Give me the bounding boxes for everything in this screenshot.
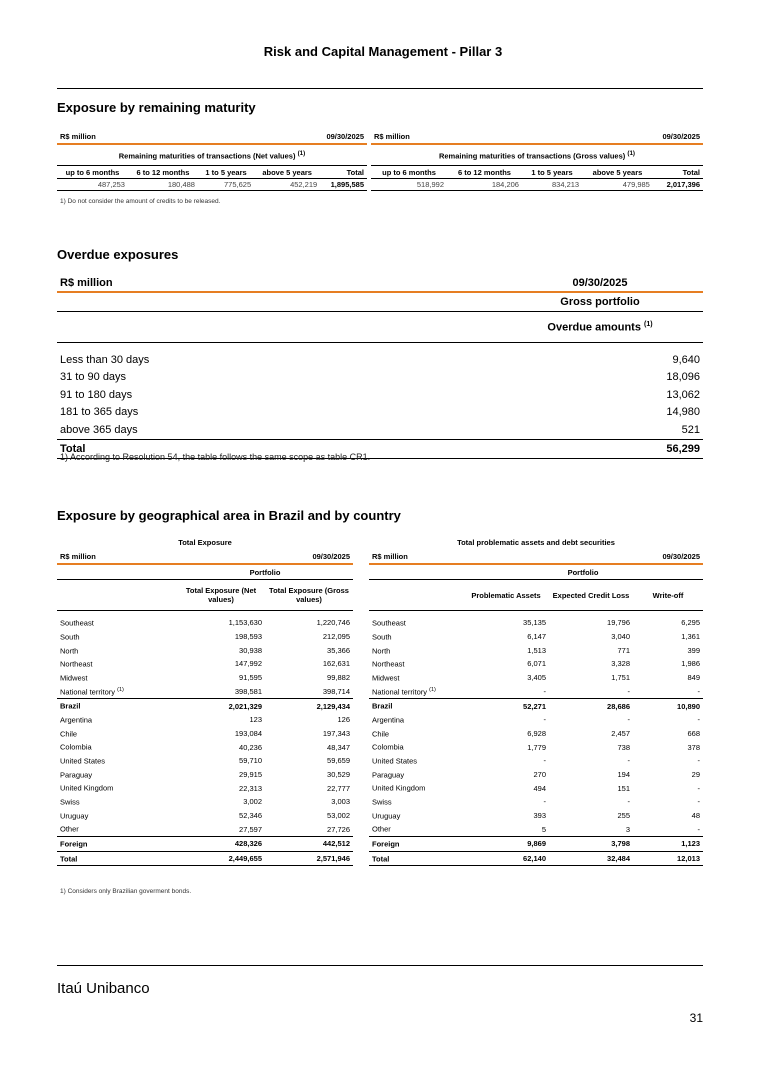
- geo-row-label: Argentina: [372, 715, 405, 725]
- overdue-portfolio: Gross portfolio: [560, 296, 640, 308]
- gross-col-header: 6 to 12 months: [458, 167, 511, 177]
- geo-gross-value: 162,631: [322, 659, 350, 669]
- gross-date: 09/30/2025: [662, 132, 700, 141]
- geo-writeoff-value: 6,295: [681, 618, 700, 628]
- geo-problematic-value: 62,140: [523, 854, 546, 864]
- overdue-row-value: 14,980: [666, 406, 700, 419]
- geo-writeoff-value: 668: [687, 728, 700, 738]
- geo-gross-value: 442,512: [322, 839, 350, 849]
- geo-row-label: Swiss: [60, 797, 80, 807]
- geo-table-row: [369, 671, 703, 685]
- geo-row-label: Uruguay: [372, 811, 401, 821]
- geo-table-row: [369, 727, 703, 741]
- page-header-title: Risk and Capital Management - Pillar 3: [263, 44, 503, 59]
- overdue-footnote: 1) According to Resolution 54, the table follows the same scope as table CR1.: [60, 452, 371, 462]
- geo-right-col2: Expected Credit Loss: [552, 590, 630, 600]
- geo-problematic-value: 1,779: [527, 742, 546, 752]
- geo-ecl-value: 19,796: [607, 618, 630, 628]
- geo-ecl-value: 194: [617, 769, 630, 779]
- geo-problematic-value: 9,869: [527, 839, 546, 849]
- geo-ecl-value: -: [627, 797, 630, 807]
- geo-table-row: [57, 837, 353, 852]
- geo-table-row: [57, 713, 353, 727]
- geo-problematic-value: 52,271: [523, 701, 546, 711]
- geo-table-row: [369, 781, 703, 795]
- geo-row-label: Southeast: [372, 618, 406, 628]
- geo-ecl-value: 151: [617, 783, 630, 793]
- geo-table-row: [369, 643, 703, 657]
- gross-value: 479,985: [622, 180, 650, 189]
- geo-net-value: 123: [249, 715, 262, 725]
- geo-net-value: 398,581: [234, 686, 262, 696]
- geo-gross-value: 22,777: [327, 783, 350, 793]
- geo-table-row: [57, 754, 353, 768]
- geo-table-row: [57, 727, 353, 741]
- geo-row-label: Paraguay: [372, 770, 405, 780]
- overdue-row-label: 31 to 90 days: [60, 371, 127, 384]
- geo-row-label: Foreign: [372, 839, 400, 849]
- overdue-unit: R$ million: [60, 277, 113, 289]
- geo-row-label: Swiss: [372, 797, 392, 807]
- geo-right-caption: Total problematic assets and debt securities: [457, 538, 615, 548]
- geo-table-row: [57, 630, 353, 644]
- net-col-header: Total: [346, 167, 364, 177]
- geo-gross-value: 212,095: [322, 632, 350, 642]
- geo-row-label: Paraguay: [60, 770, 93, 780]
- geo-table-row: [57, 740, 353, 754]
- geo-gross-value: 30,529: [327, 769, 350, 779]
- geo-left-col1: Total Exposure (Net values): [185, 586, 257, 605]
- geo-net-value: 193,084: [234, 728, 262, 738]
- geo-writeoff-value: -: [697, 715, 700, 725]
- gross-col-header: 1 to 5 years: [531, 167, 573, 177]
- geo-ecl-value: -: [627, 715, 630, 725]
- geo-problematic-value: 1,513: [527, 645, 546, 655]
- geo-writeoff-value: 10,890: [677, 701, 700, 711]
- overdue-row-value: 521: [681, 423, 700, 436]
- geo-gross-value: 27,726: [327, 824, 350, 834]
- geo-problematic-value: -: [543, 686, 546, 696]
- geo-problematic-value: 5: [541, 824, 546, 834]
- geo-row-label: Other: [60, 824, 79, 834]
- page-number: 31: [689, 1011, 703, 1025]
- geo-row-label: Colombia: [372, 742, 404, 752]
- geo-writeoff-value: 399: [687, 645, 700, 655]
- gross-value: 518,992: [416, 180, 444, 189]
- geo-table-row: [57, 616, 353, 630]
- geo-row-label: Brazil: [372, 701, 393, 711]
- geo-net-value: 3,002: [243, 797, 262, 807]
- geo-gross-value: 2,129,434: [316, 701, 350, 711]
- geo-table-row: [369, 795, 703, 809]
- geo-problematic-value: 3,405: [527, 673, 546, 683]
- gross-col-header: above 5 years: [592, 167, 643, 177]
- geo-problematic-value: -: [543, 715, 546, 725]
- geo-row-label: National territory $^{(1)}$: [60, 686, 124, 697]
- net-value: 775,625: [224, 180, 252, 189]
- geo-row-label: Colombia: [60, 742, 92, 752]
- geo-writeoff-value: -: [697, 756, 700, 766]
- geo-writeoff-value: 1,986: [681, 659, 700, 669]
- geo-net-value: 428,326: [234, 839, 262, 849]
- geo-row-label: Uruguay: [60, 811, 89, 821]
- footer-company: Itaú Unibanco: [57, 980, 150, 997]
- geo-gross-value: 53,002: [327, 811, 350, 821]
- geo-row-label: North: [60, 646, 79, 656]
- geo-table-row: [369, 837, 703, 852]
- geo-row-label: South: [372, 632, 392, 642]
- geo-table-row: [57, 768, 353, 782]
- gross-value: 834,213: [551, 180, 580, 189]
- gross-unit: R$ million: [374, 132, 410, 141]
- net-col-header: 1 to 5 years: [205, 167, 247, 177]
- geo-row-label: South: [60, 632, 80, 642]
- geo-net-value: 52,346: [239, 811, 262, 821]
- geo-writeoff-value: 1,123: [681, 839, 700, 849]
- geo-net-value: 91,595: [239, 673, 262, 683]
- overdue-table: [57, 275, 703, 459]
- overdue-column-header: Overdue amounts $^{(1)}$: [547, 320, 653, 334]
- overdue-date: 09/30/2025: [572, 277, 628, 289]
- geo-table-row: [57, 671, 353, 685]
- geo-problematic-value: 6,147: [527, 632, 546, 642]
- overdue-row-value: 18,096: [666, 371, 700, 384]
- geo-table-row: [369, 657, 703, 671]
- geo-table-row: [369, 809, 703, 823]
- geo-table-row: [57, 781, 353, 795]
- header-rule: [57, 88, 703, 89]
- overdue-row-label: 181 to 365 days: [60, 406, 139, 419]
- geo-right-col3: Write-off: [652, 590, 684, 600]
- geo-net-value: 27,597: [239, 824, 262, 834]
- geo-problematic-value: 35,135: [523, 618, 546, 628]
- geo-net-value: 198,593: [234, 632, 262, 642]
- geo-right-portfolio: Portfolio: [567, 567, 599, 577]
- net-col-header: up to 6 months: [65, 167, 120, 177]
- geo-row-label: Total: [372, 854, 390, 864]
- geo-problematic-value: 494: [533, 783, 546, 793]
- geo-table-row: [57, 699, 353, 713]
- gross-value-total: 2,017,396: [666, 180, 700, 189]
- geo-table-row: [369, 685, 703, 699]
- geo-problematic-value: 6,928: [527, 728, 546, 738]
- geo-net-value: 30,938: [239, 645, 262, 655]
- maturity-footnote: 1) Do not consider the amount of credits to be released.: [60, 198, 221, 205]
- geo-ecl-value: 3: [625, 824, 630, 834]
- geo-table-row: [369, 616, 703, 630]
- overdue-row-label: 91 to 180 days: [60, 388, 133, 401]
- geo-writeoff-value: 48: [691, 811, 700, 821]
- net-caption: Remaining maturities of transactions (Net values) $^{(1)}$: [118, 149, 306, 161]
- geo-gross-value: 197,343: [322, 728, 350, 738]
- geo-ecl-value: 255: [617, 811, 630, 821]
- geo-gross-value: 1,220,746: [316, 618, 350, 628]
- geo-table-row: [369, 754, 703, 768]
- geo-table-row: [57, 657, 353, 671]
- overdue-total-value: 56,299: [666, 442, 700, 455]
- geo-left-date: 09/30/2025: [312, 552, 350, 562]
- geo-left-unit: R$ million: [60, 552, 96, 562]
- gross-col-header: Total: [682, 167, 700, 177]
- geo-gross-value: 59,659: [327, 756, 350, 766]
- maturity-gross-table: [371, 130, 703, 191]
- geo-problematic-value: -: [543, 756, 546, 766]
- geo-left-portfolio: Portfolio: [249, 567, 281, 577]
- geo-row-label: Southeast: [60, 618, 94, 628]
- net-value: 487,253: [97, 180, 125, 189]
- geo-table-row: [369, 713, 703, 727]
- geo-row-label: Total: [60, 854, 78, 864]
- geo-row-label: United States: [372, 756, 418, 766]
- geo-exposure-table: [57, 536, 353, 866]
- geo-right-date: 09/30/2025: [662, 552, 700, 562]
- geo-right-rows: [369, 616, 703, 866]
- geo-ecl-value: -: [627, 756, 630, 766]
- geo-row-label: Chile: [372, 729, 390, 739]
- overdue-row-label: above 365 days: [60, 423, 138, 436]
- geo-row-label: Chile: [60, 729, 78, 739]
- geo-gross-value: 398,714: [322, 686, 350, 696]
- geo-problematic-value: 393: [533, 811, 546, 821]
- geo-row-label: United Kingdom: [372, 783, 426, 793]
- geo-writeoff-value: -: [697, 783, 700, 793]
- geo-gross-value: 35,366: [327, 645, 350, 655]
- geo-ecl-value: 3,328: [611, 659, 630, 669]
- geo-table-row: [369, 740, 703, 754]
- geo-table-row: [57, 685, 353, 699]
- geo-net-value: 59,710: [239, 756, 262, 766]
- overdue-row-label: Less than 30 days: [60, 353, 150, 366]
- geo-ecl-value: 28,686: [607, 701, 630, 711]
- geo-net-value: 40,236: [239, 742, 262, 752]
- geo-table-row: [57, 851, 353, 866]
- geo-table-row: [369, 630, 703, 644]
- geo-problematic-value: 6,071: [527, 659, 546, 669]
- geo-ecl-value: 2,457: [611, 728, 630, 738]
- geo-ecl-value: 738: [617, 742, 630, 752]
- geo-ecl-value: 3,040: [611, 632, 630, 642]
- net-col-header: above 5 years: [262, 167, 312, 177]
- overdue-row-value: 9,640: [672, 353, 700, 366]
- geo-net-value: 147,992: [234, 659, 262, 669]
- geo-row-label: Brazil: [60, 701, 81, 711]
- geo-row-label: National territory $^{(1)}$: [372, 686, 436, 697]
- overdue-section-title: Overdue exposures: [57, 247, 179, 262]
- geo-writeoff-value: -: [697, 824, 700, 834]
- geo-ecl-value: -: [627, 686, 630, 696]
- geo-right-unit: R$ million: [372, 552, 408, 562]
- footer-rule: [57, 965, 703, 966]
- net-col-header: 6 to 12 months: [136, 167, 190, 177]
- net-value: 180,488: [167, 180, 195, 189]
- geo-writeoff-value: -: [697, 686, 700, 696]
- geo-left-caption: Total Exposure: [178, 538, 232, 548]
- geo-table-row: [57, 809, 353, 823]
- net-date: 09/30/2025: [326, 132, 364, 141]
- geo-ecl-value: 3,798: [611, 839, 630, 849]
- geo-ecl-value: 32,484: [607, 854, 630, 864]
- geo-gross-value: 99,882: [327, 673, 350, 683]
- geo-row-label: Argentina: [60, 715, 93, 725]
- geo-ecl-value: 771: [617, 645, 630, 655]
- geo-net-value: 22,313: [239, 783, 262, 793]
- geo-gross-value: 3,003: [331, 797, 350, 807]
- geo-gross-value: 2,571,946: [316, 854, 350, 864]
- geo-right-col1: Problematic Assets: [471, 590, 541, 600]
- geo-row-label: North: [372, 646, 391, 656]
- geo-writeoff-value: 378: [687, 742, 700, 752]
- overdue-row-value: 13,062: [666, 388, 700, 401]
- geo-ecl-value: 1,751: [611, 673, 630, 683]
- geo-table-row: [369, 822, 703, 836]
- geo-problematic-value: -: [543, 797, 546, 807]
- overdue-total-label: Total: [60, 442, 86, 455]
- net-value-total: 1,895,585: [330, 180, 364, 189]
- geo-left-col2: Total Exposure (Gross values): [269, 586, 349, 605]
- geo-row-label: United Kingdom: [60, 783, 114, 793]
- geo-row-label: United States: [60, 756, 106, 766]
- geo-footnote: 1) Considers only Brazilian goverment bonds.: [60, 888, 192, 895]
- geo-table-row: [57, 795, 353, 809]
- geo-left-rows: [57, 616, 353, 866]
- geo-table-row: [57, 822, 353, 836]
- geo-writeoff-value: 1,361: [681, 632, 700, 642]
- net-unit: R$ million: [60, 132, 96, 141]
- geo-problematic-table: [369, 536, 703, 866]
- geo-row-label: Midwest: [372, 673, 400, 683]
- geo-row-label: Foreign: [60, 839, 88, 849]
- geo-writeoff-value: 29: [691, 769, 700, 779]
- gross-caption: Remaining maturities of transactions (Gross values) $^{(1)}$: [438, 149, 636, 161]
- geo-row-label: Midwest: [60, 673, 88, 683]
- geo-table-row: [369, 699, 703, 713]
- geo-row-label: Other: [372, 824, 391, 834]
- geo-table-row: [369, 851, 703, 866]
- geo-net-value: 2,449,655: [228, 854, 262, 864]
- geo-row-label: Northeast: [60, 659, 93, 669]
- geo-writeoff-value: 12,013: [677, 854, 700, 864]
- geo-writeoff-value: -: [697, 797, 700, 807]
- geo-gross-value: 126: [337, 715, 350, 725]
- geo-problematic-value: 270: [533, 769, 546, 779]
- geo-writeoff-value: 849: [687, 673, 700, 683]
- geo-net-value: 29,915: [239, 769, 262, 779]
- geo-section-title: Exposure by geographical area in Brazil and by country: [57, 508, 401, 523]
- maturity-section-title: Exposure by remaining maturity: [57, 100, 256, 115]
- geo-row-label: Northeast: [372, 659, 405, 669]
- geo-gross-value: 48,347: [327, 742, 350, 752]
- net-value: 452,219: [290, 180, 318, 189]
- gross-col-header: up to 6 months: [382, 167, 436, 177]
- geo-net-value: 2,021,329: [228, 701, 262, 711]
- geo-table-row: [57, 643, 353, 657]
- gross-value: 184,206: [491, 180, 519, 189]
- geo-table-row: [369, 768, 703, 782]
- maturity-net-table: [57, 130, 367, 191]
- geo-net-value: 1,153,630: [228, 618, 262, 628]
